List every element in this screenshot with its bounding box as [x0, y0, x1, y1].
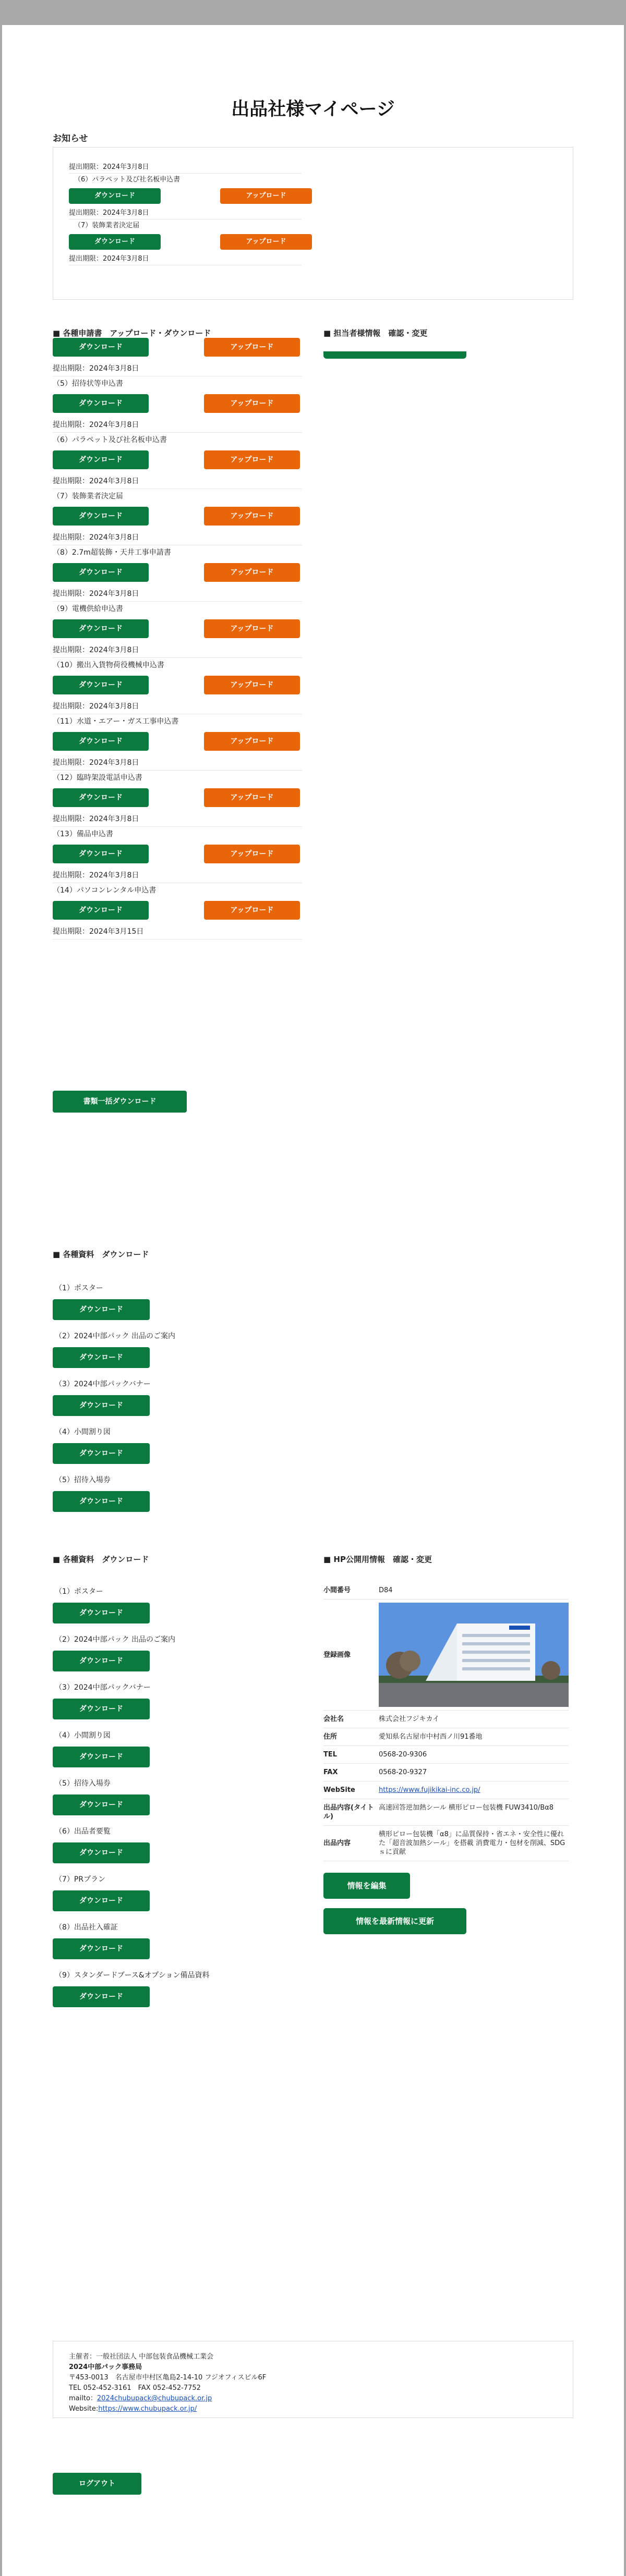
- application-actions: [53, 616, 302, 642]
- material-title: （4）小間割り図: [55, 1731, 111, 1740]
- bulk-download-button[interactable]: 書類一括ダウンロード: [53, 1091, 187, 1113]
- download-button[interactable]: ダウンロード: [53, 338, 149, 357]
- material-title: （2）2024中部パック 出品のご案内: [55, 1635, 175, 1644]
- materials-heading-text: 各種資料 ダウンロード: [63, 1250, 149, 1259]
- upload-button[interactable]: アップロード: [204, 338, 300, 357]
- application-deadline: 提出期限：2024年3月15日: [53, 924, 302, 939]
- application-deadline: 提出期限：2024年3月8日: [53, 699, 302, 714]
- footer-address: 〒453-0013 名古屋市中村区亀島2-14-10 フジオフィスビル6F: [69, 2374, 267, 2382]
- news-item-title: （6）パラペット及び社名板申込書: [74, 176, 180, 184]
- applications-heading-text: 各種申請書 アップロード・ダウンロード: [63, 328, 211, 338]
- application-deadline: 提出期限：2024年3月8日: [53, 361, 302, 376]
- application-actions: [53, 504, 302, 530]
- heading-square: ■: [53, 1555, 61, 1564]
- application-title: （5）招待状等申込書: [53, 380, 123, 388]
- news-item-title: （7）装飾業者決定届: [74, 222, 140, 229]
- fax-value: 0568-20-9327: [379, 1768, 427, 1776]
- download-button[interactable]: ダウンロード: [53, 732, 149, 751]
- website-label: WebSite: [323, 1786, 355, 1794]
- upload-button[interactable]: アップロード: [204, 788, 300, 807]
- material-download-button[interactable]: ダウンロード: [53, 1747, 150, 1767]
- person-info-panel[interactable]: [323, 351, 466, 359]
- company-building-image: [379, 1603, 569, 1707]
- news-deadline: 提出期限：2024年3月8日: [69, 161, 302, 174]
- page-title: 出品社様マイページ: [231, 99, 395, 120]
- application-actions: [53, 560, 302, 586]
- footer-mail-prefix: mailto：: [69, 2395, 97, 2402]
- application-title: （12）臨時架設電話申込書: [53, 774, 142, 782]
- application-deadline: 提出期限：2024年3月8日: [53, 811, 302, 827]
- hp-row-image: [323, 1600, 569, 1711]
- application-title: （13）備品申込書: [53, 830, 113, 838]
- application-title: （8）2.7m超装飾・天井工事申請書: [53, 548, 171, 557]
- hp-row-tel: [323, 1746, 569, 1764]
- upload-button[interactable]: アップロード: [204, 563, 300, 582]
- news-download-button[interactable]: ダウンロード: [69, 234, 161, 250]
- application-actions: [53, 898, 302, 924]
- materials-heading-text: 各種資料 ダウンロード: [63, 1555, 149, 1564]
- footer-organizer: 主催者：一般社団法人 中部包装食品機械工業会: [69, 2353, 214, 2361]
- material-download-button[interactable]: ダウンロード: [53, 1395, 150, 1416]
- hp-info-heading-text: HP公開用情報 確認・変更: [333, 1555, 432, 1564]
- application-title: （14）パソコンレンタル申込書: [53, 886, 156, 895]
- upload-button[interactable]: アップロード: [204, 394, 300, 413]
- material-title: （6）出品者要覧: [55, 1827, 111, 1836]
- upload-button[interactable]: アップロード: [204, 901, 300, 920]
- news-deadline: 提出期限：2024年3月8日: [69, 253, 302, 265]
- product-content-label: 出品内容: [323, 1839, 351, 1847]
- company-label: 会社名: [323, 1715, 344, 1723]
- company-value: 株式会社フジキカイ: [379, 1715, 440, 1723]
- materials-heading: [53, 1249, 149, 1260]
- booth-value: D84: [379, 1586, 393, 1594]
- tel-label: TEL: [323, 1751, 338, 1759]
- news-upload-button[interactable]: アップロード: [220, 188, 312, 204]
- application-deadline: 提出期限：2024年3月8日: [53, 473, 302, 489]
- material-title: （5）招待入場券: [55, 1476, 111, 1484]
- application-actions: [53, 391, 302, 417]
- material-download-button[interactable]: ダウンロード: [53, 1603, 150, 1623]
- upload-button[interactable]: アップロード: [204, 845, 300, 863]
- application-title: （6）パラペット及び社名板申込書: [53, 436, 167, 444]
- materials-list: [53, 1584, 261, 2037]
- logout-button[interactable]: ログアウト: [53, 2473, 141, 2495]
- material-download-button[interactable]: ダウンロード: [53, 1491, 150, 1512]
- material-download-button[interactable]: ダウンロード: [53, 1443, 150, 1464]
- material-title: （2）2024中部パック 出品のご案内: [55, 1332, 175, 1340]
- material-title: （1）ポスター: [55, 1284, 103, 1292]
- address-label: 住所: [323, 1733, 338, 1741]
- update-info-button[interactable]: 情報を最新情報に更新: [323, 1908, 466, 1934]
- material-title: （3）2024中部パックバナー: [55, 1683, 151, 1692]
- application-deadline: 提出期限：2024年3月8日: [53, 586, 302, 602]
- application-actions: [53, 785, 302, 811]
- heading-square: ■: [323, 1555, 331, 1564]
- edit-info-button[interactable]: 情報を編集: [323, 1873, 410, 1899]
- application-deadline: 提出期限：2024年3月8日: [53, 755, 302, 771]
- material-download-button[interactable]: ダウンロード: [53, 1651, 150, 1671]
- application-title: （10）搬出入貨物荷役機械申込書: [53, 661, 164, 669]
- product-title-label: 出品内容(タイトル): [323, 1804, 374, 1821]
- upload-button[interactable]: アップロード: [204, 676, 300, 694]
- person-info-heading: [323, 327, 427, 338]
- download-button[interactable]: ダウンロード: [53, 619, 149, 638]
- application-title: （9）電機供給申込書: [53, 605, 123, 613]
- application-actions: [53, 447, 302, 473]
- materials-heading: [53, 1554, 149, 1565]
- application-actions: [53, 673, 302, 699]
- material-download-button[interactable]: ダウンロード: [53, 1794, 150, 1815]
- heading-square: ■: [53, 1250, 61, 1259]
- heading-square: ■: [323, 328, 331, 338]
- news-heading: お知らせ: [53, 133, 88, 144]
- booth-label: 小間番号: [323, 1586, 351, 1594]
- address-value: 愛知県名古屋市中村西ノ川91番地: [379, 1733, 483, 1741]
- material-title: （3）2024中部パックバナー: [55, 1380, 151, 1388]
- material-title: （9）スタンダードブース&オプション備品資料: [55, 1971, 210, 1980]
- download-button[interactable]: ダウンロード: [53, 563, 149, 582]
- browser-top-bar: [0, 0, 626, 25]
- material-download-button[interactable]: ダウンロード: [53, 1699, 150, 1719]
- download-button[interactable]: ダウンロード: [53, 394, 149, 413]
- application-deadline: 提出期限：2024年3月8日: [53, 530, 302, 545]
- application-actions: [53, 841, 302, 868]
- footer-web-prefix: Website:: [69, 2405, 99, 2413]
- download-button[interactable]: ダウンロード: [53, 788, 149, 807]
- image-label: 登録画像: [323, 1651, 351, 1659]
- upload-button[interactable]: アップロード: [204, 619, 300, 638]
- download-button[interactable]: ダウンロード: [53, 507, 149, 526]
- material-download-button[interactable]: ダウンロード: [53, 1986, 150, 2007]
- product-title-value: 高速回答逆加熱シール 横形ピロー包装機 FUW3410/Bα8: [379, 1804, 554, 1812]
- material-download-button[interactable]: ダウンロード: [53, 1347, 150, 1368]
- application-actions: [53, 729, 302, 755]
- footer-tel-fax: TEL 052-452-3161 FAX 052-452-7752: [69, 2384, 201, 2392]
- hp-row-company: [323, 1711, 569, 1728]
- applications-scroll-panel[interactable]: [53, 344, 302, 1095]
- footer-panel: [53, 2341, 573, 2418]
- tel-value: 0568-20-9306: [379, 1751, 427, 1759]
- hp-row-booth: [323, 1582, 569, 1600]
- material-title: （5）招待入場券: [55, 1779, 111, 1788]
- download-button[interactable]: ダウンロード: [53, 676, 149, 694]
- material-title: （1）ポスター: [55, 1588, 103, 1596]
- material-download-button[interactable]: ダウンロード: [53, 1938, 150, 1959]
- product-content-value: 横形ピロー包装機「α8」に品質保持・省エネ・安全性に優れた「超音波加熱シール」を搭載 消費電力・包材を削減、SDGｓに貢献: [379, 1830, 565, 1856]
- application-title: （7）装飾業者決定届: [53, 492, 123, 500]
- download-button[interactable]: ダウンロード: [53, 450, 149, 469]
- application-deadline: 提出期限：2024年3月8日: [53, 868, 302, 883]
- fax-label: FAX: [323, 1768, 338, 1776]
- material-title: （7）PRプラン: [55, 1875, 106, 1884]
- application-deadline: 提出期限：2024年3月8日: [53, 642, 302, 658]
- material-download-button[interactable]: ダウンロード: [53, 1842, 150, 1863]
- material-download-button[interactable]: ダウンロード: [53, 1890, 150, 1911]
- news-panel[interactable]: [53, 147, 573, 300]
- heading-square: ■: [53, 328, 61, 338]
- material-title: （8）出品社入確証: [55, 1923, 118, 1932]
- footer-office: 2024中部パック事務局: [69, 2363, 142, 2371]
- hp-info-table: [323, 1582, 569, 1934]
- material-download-button[interactable]: ダウンロード: [53, 1299, 150, 1320]
- download-button[interactable]: ダウンロード: [53, 901, 149, 920]
- hp-row-address: [323, 1728, 569, 1746]
- hp-row-website: [323, 1781, 569, 1799]
- hp-info-heading: [323, 1554, 432, 1565]
- hp-row-product-content: [323, 1826, 569, 1861]
- footer-mail-link[interactable]: 2024chubupack@chubupack.or.jp: [97, 2395, 212, 2402]
- upload-button[interactable]: アップロード: [204, 507, 300, 526]
- upload-button[interactable]: アップロード: [204, 450, 300, 469]
- hp-row-product-title: [323, 1799, 569, 1826]
- hp-row-fax: [323, 1764, 569, 1781]
- download-button[interactable]: ダウンロード: [53, 845, 149, 863]
- news-download-button[interactable]: ダウンロード: [69, 188, 161, 204]
- person-info-heading-text: 担当者様情報 確認・変更: [333, 328, 428, 338]
- footer-web-link[interactable]: https://www.chubupack.or.jp/: [98, 2405, 197, 2413]
- website-link[interactable]: https://www.fujikikai-inc.co.jp/: [379, 1786, 480, 1794]
- news-upload-button[interactable]: アップロード: [220, 234, 312, 250]
- upload-button[interactable]: アップロード: [204, 732, 300, 751]
- news-deadline: 提出期限：2024年3月8日: [69, 207, 302, 219]
- material-title: （4）小間割り図: [55, 1428, 111, 1436]
- materials-scroll-panel[interactable]: [53, 1280, 261, 1506]
- application-title: （11）水道・エアー・ガス工事申込書: [53, 717, 179, 726]
- application-deadline: 提出期限：2024年3月8日: [53, 417, 302, 433]
